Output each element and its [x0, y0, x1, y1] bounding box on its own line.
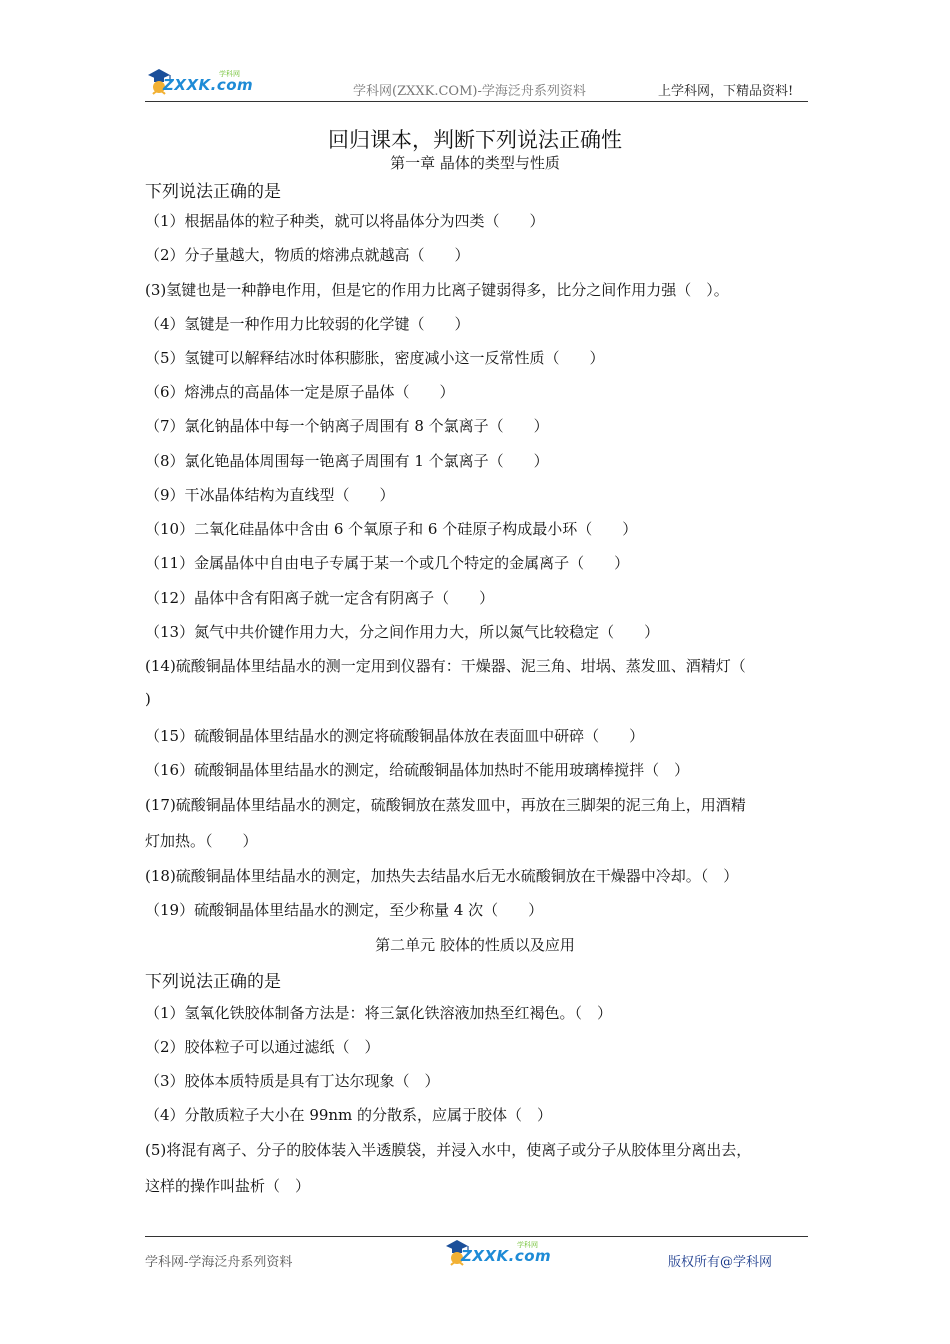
header-divider: [145, 101, 808, 102]
question-line-continued: 灯加热。（ ）: [145, 832, 258, 850]
question-line: （8）氯化铯晶体周围每一铯离子周围有 1 个氯离子（ ）: [145, 452, 549, 470]
question-line: （9）干冰晶体结构为直线型（ ）: [145, 486, 395, 504]
question-line: (17)硫酸铜晶体里结晶水的测定，硫酸铜放在蒸发皿中，再放在三脚架的泥三角上，用酒精: [145, 796, 746, 814]
footer-series-label: 学科网-学海泛舟系列资料: [145, 1255, 293, 1270]
header-slogan: 上学科网，下精品资料!: [658, 84, 794, 99]
question-line: （12）晶体中含有阳离子就一定含有阴离子（ ）: [145, 589, 495, 607]
question-line: （2）胶体粒子可以通过滤纸（ ）: [145, 1038, 380, 1056]
chapter2-heading: 第二单元 胶体的性质以及应用: [375, 936, 575, 954]
question-line: （5）氢键可以解释结冰时体积膨胀，密度减小这一反常性质（ ）: [145, 349, 605, 367]
question-line: （7）氯化钠晶体中每一个钠离子周围有 8 个氯离子（ ）: [145, 417, 549, 435]
question-line: （13）氮气中共价键作用力大，分之间作用力大，所以氮气比较稳定（ ）: [145, 623, 660, 641]
header-site-title: 学科网(ZXXK.COM)-学海泛舟系列资料: [353, 84, 586, 99]
question-line: (3)氢键也是一种静电作用，但是它的作用力比离子键弱得多，比分之间作用力强（ ）。: [145, 281, 729, 299]
chapter2-intro: 下列说法正确的是: [145, 972, 281, 992]
question-line: （1）氢氧化铁胶体制备方法是：将三氯化铁溶液加热至红褐色。（ ）: [145, 1004, 613, 1022]
chapter1-heading: 第一章 晶体的类型与性质: [390, 154, 560, 172]
logo-text: ZXXK.com: [461, 1247, 552, 1265]
logo-text: ZXXK.com: [163, 76, 254, 94]
question-line: (14)硫酸铜晶体里结晶水的测一定用到仪器有：干燥器、泥三角、坩埚、蒸发皿、酒精灯（: [145, 657, 746, 675]
question-line: (5)将混有离子、分子的胶体装入半透膜袋，并浸入水中，使离子或分子从胶体里分离出去，: [145, 1141, 752, 1159]
question-line: (18)硫酸铜晶体里结晶水的测定，加热失去结晶水后无水硫酸铜放在干燥器中冷却。（ ）: [145, 867, 739, 885]
question-line-continued: 这样的操作叫盐析（ ）: [145, 1177, 311, 1195]
page-header: [145, 66, 810, 100]
question-line: （16）硫酸铜晶体里结晶水的测定，给硫酸铜晶体加热时不能用玻璃棒搅拌（ ）: [145, 761, 690, 779]
zxxk-logo: [145, 66, 255, 98]
question-line: （19）硫酸铜晶体里结晶水的测定，至少称量 4 次（ ）: [145, 901, 544, 919]
question-line: （3）胶体本质特质是具有丁达尔现象（ ）: [145, 1072, 440, 1090]
question-line: （10）二氧化硅晶体中含由 6 个氧原子和 6 个硅原子构成最小环（ ）: [145, 520, 638, 538]
question-line: （4）分散质粒子大小在 99nm 的分散系，应属于胶体（ ）: [145, 1106, 553, 1124]
question-line: （6）熔沸点的高晶体一定是原子晶体（ ）: [145, 383, 455, 401]
question-line: （15）硫酸铜晶体里结晶水的测定将硫酸铜晶体放在表面皿中研碎（ ）: [145, 727, 645, 745]
footer-copyright: 版权所有@学科网: [668, 1255, 773, 1270]
footer-zxxk-logo: [443, 1237, 553, 1269]
question-line: （1）根据晶体的粒子种类，就可以将晶体分为四类（ ）: [145, 212, 545, 230]
question-line-continued: ): [145, 690, 151, 708]
question-line: （11）金属晶体中自由电子专属于某一个或几个特定的金属离子（ ）: [145, 554, 630, 572]
chapter1-intro: 下列说法正确的是: [145, 182, 281, 202]
logo-small-text: 学科网: [219, 70, 240, 78]
question-line: （2）分子量越大，物质的熔沸点就越高（ ）: [145, 246, 470, 264]
question-line: （4）氢键是一种作用力比较弱的化学键（ ）: [145, 315, 470, 333]
logo-small-text: 学科网: [517, 1241, 538, 1249]
page-title: 回归课本，判断下列说法正确性: [328, 128, 622, 152]
